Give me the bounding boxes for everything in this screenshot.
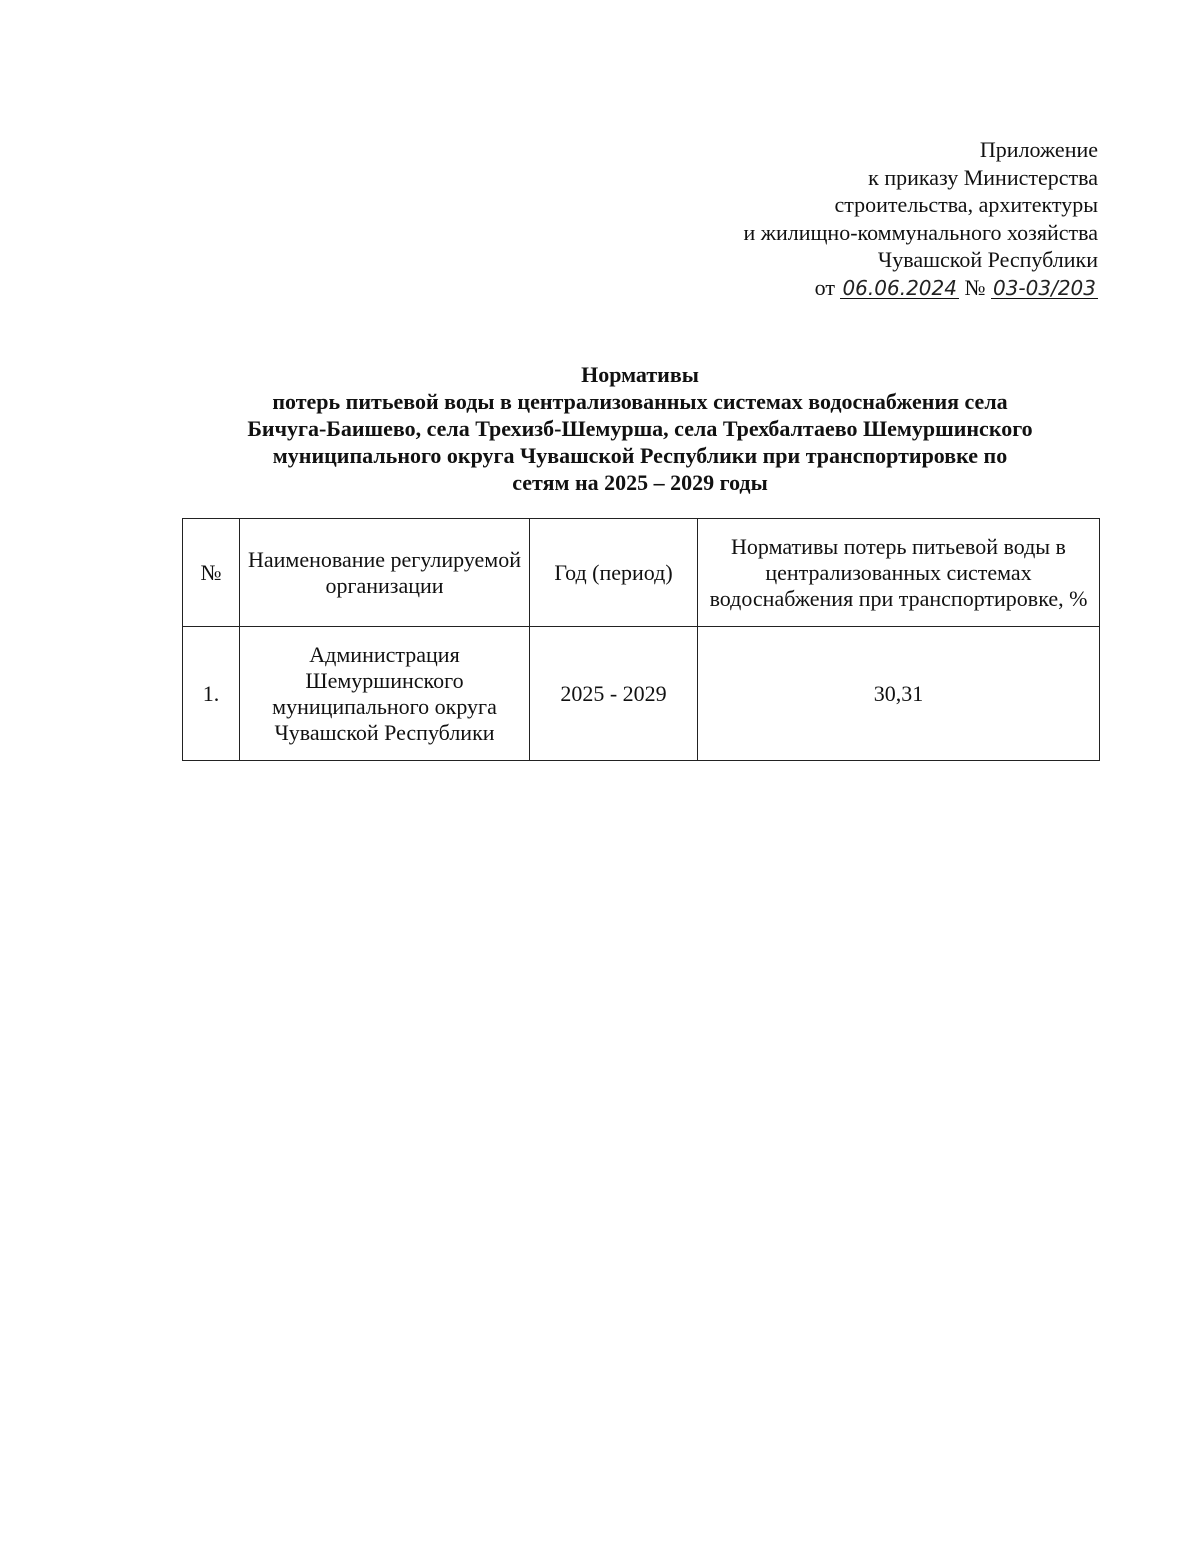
cell-period: 2025 - 2029 bbox=[530, 627, 698, 761]
title-line: Бичуга-Баишево, села Трехизб-Шемурша, села Трехбалтаево Шемуршинского bbox=[247, 416, 1033, 441]
order-number-handwritten: 03-03/203 bbox=[992, 275, 1096, 300]
header-organization: Наименование регулируемой организации bbox=[240, 519, 530, 627]
appendix-line: к приказу Министерства bbox=[868, 164, 1098, 190]
title-line: сетям на 2025 – 2029 годы bbox=[512, 470, 768, 495]
table-row bbox=[183, 627, 1100, 761]
appendix-line: и жилищно-коммунального хозяйства bbox=[743, 219, 1098, 245]
title-line: потерь питьевой воды в централизованных системах водоснабжения села bbox=[272, 389, 1008, 414]
header-number: № bbox=[183, 519, 240, 627]
appendix-line: Приложение bbox=[979, 137, 1098, 162]
cell-organization: Администрация Шемуршинского муниципального округа Чувашской Республики bbox=[240, 627, 530, 761]
norms-table bbox=[182, 518, 1100, 761]
cell-number: 1. bbox=[183, 627, 240, 761]
order-date-number-line bbox=[743, 274, 1098, 302]
document-title bbox=[170, 361, 1110, 496]
appendix-block bbox=[743, 136, 1098, 301]
date-prefix: от bbox=[814, 274, 835, 300]
header-loss-norm: Нормативы потерь питьевой воды в централизованных системах водоснабжения при транспортировке, % bbox=[698, 519, 1100, 627]
order-date-handwritten: 06.06.2024 bbox=[842, 275, 957, 300]
cell-loss-norm-value: 30,31 bbox=[698, 627, 1100, 761]
appendix-line: строительства, архитектуры bbox=[834, 192, 1098, 217]
number-sign: № bbox=[964, 274, 986, 300]
title-line: муниципального округа Чувашской Республики при транспортировке по bbox=[272, 443, 1008, 468]
appendix-line: Чувашской Республики bbox=[877, 247, 1098, 272]
header-period: Год (период) bbox=[530, 519, 698, 627]
title-line: Нормативы bbox=[581, 362, 699, 387]
table-header-row bbox=[183, 519, 1100, 627]
